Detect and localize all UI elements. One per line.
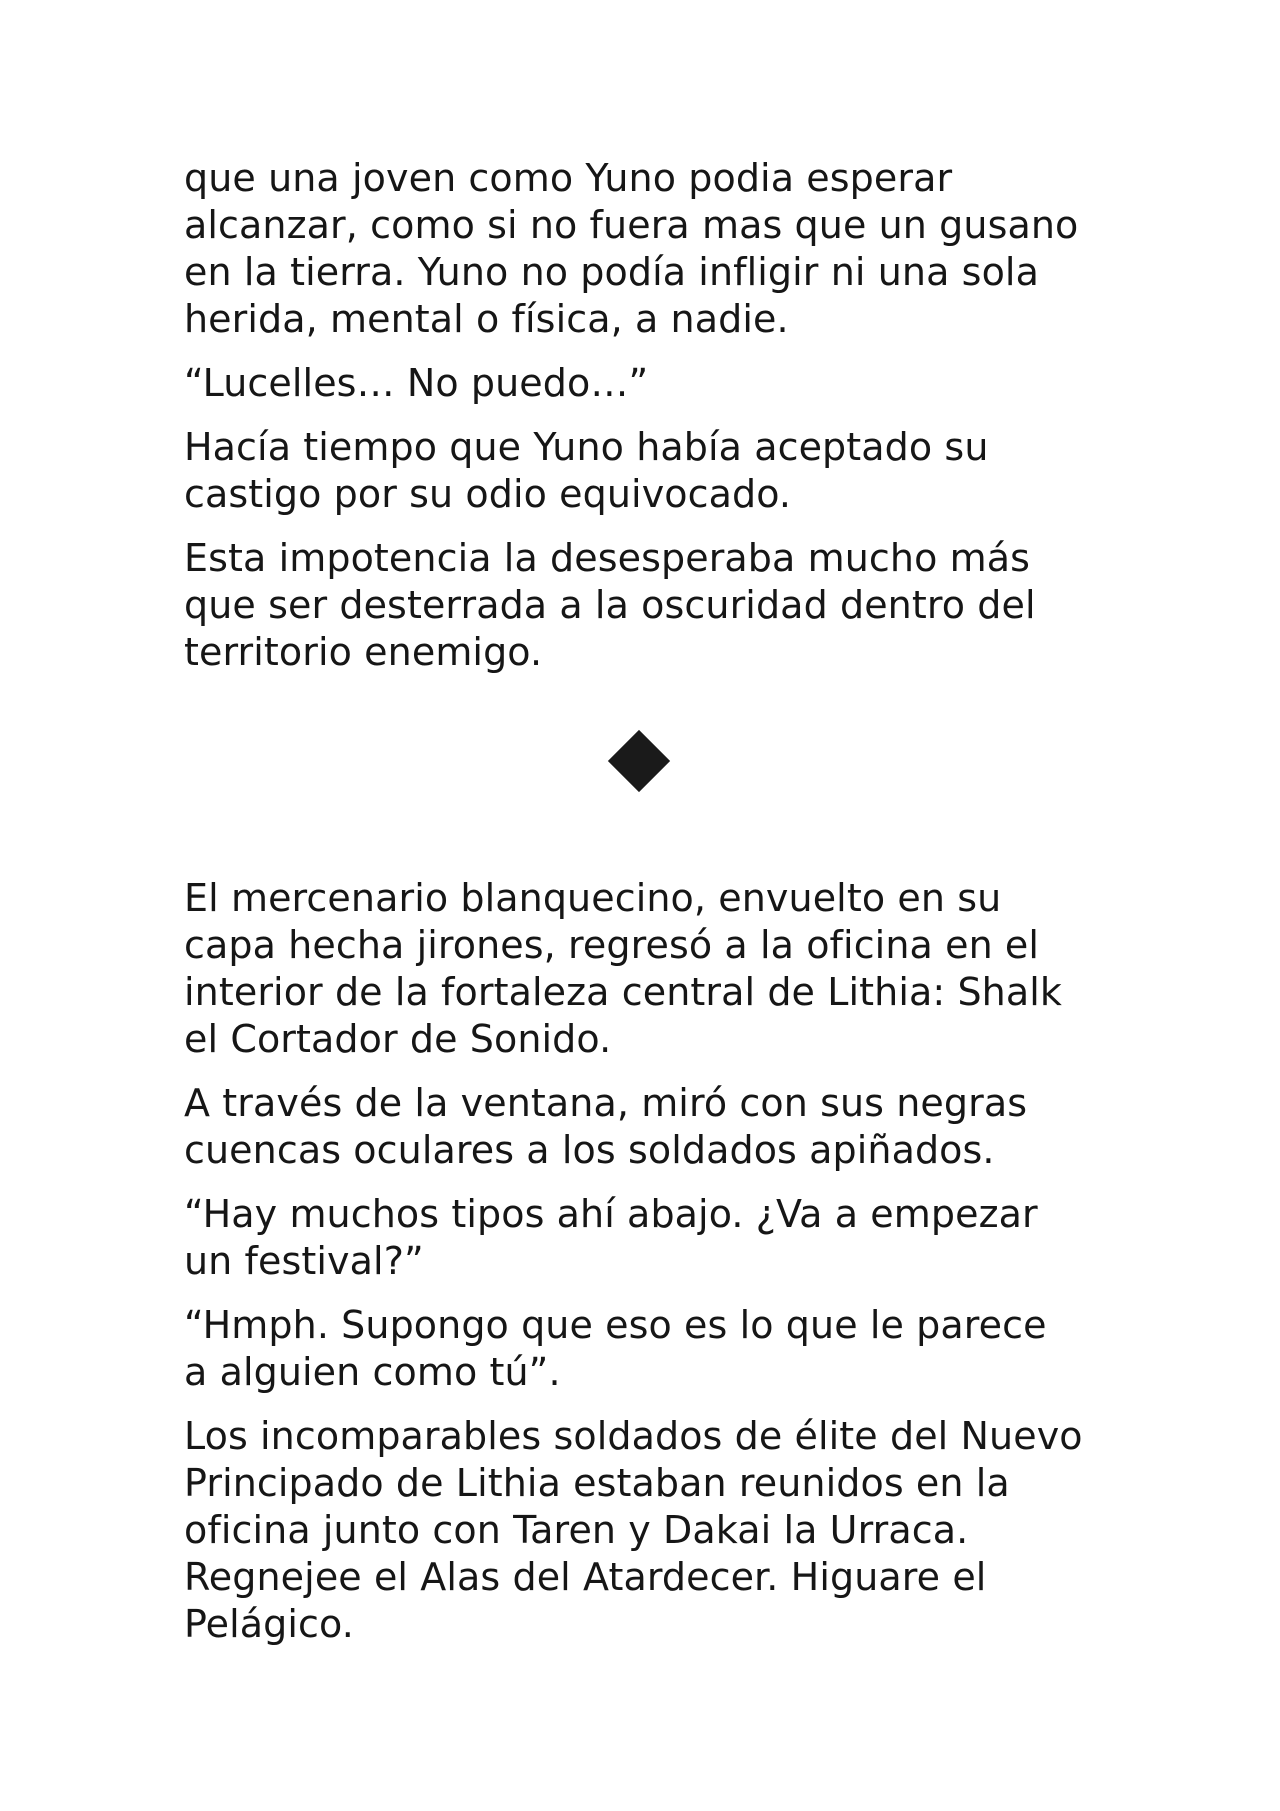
paragraph: “Hay muchos tipos ahí abajo. ¿Va a empezar un festival?” [184,1192,1038,1283]
text-section-two [184,875,1114,1665]
paragraph: El mercenario blanquecino, envuelto en su capa hecha jirones, regresó a la oficina en el interior de la fortaleza central de Lithia: Shalk el Cortador de Sonido. [184,876,1063,1061]
paragraph: “Hmph. Supongo que eso es lo que le parece a alguien como tú”. [184,1303,1047,1394]
paragraph: “Lucelles… No puedo…” [184,361,649,405]
paragraph: Esta impotencia la desesperaba mucho más que ser desterrada a la oscuridad dentro del territorio enemigo. [184,536,1036,674]
paragraph: Los incomparables soldados de élite del Nuevo Principado de Lithia estaban reunidos en la oficina junto con Taren y Dakai la Urraca. Regnejee el Alas del Atardecer. Higuare el Pelágico. [184,1414,1083,1646]
paragraph: Hacía tiempo que Yuno había aceptado su castigo por su odio equivocado. [184,425,989,516]
paragraph: A través de la ventana, miró con sus negras cuencas oculares a los soldados apiñados. [184,1081,1028,1172]
diamond-icon [608,730,670,792]
paragraph: que una joven como Yuno podia esperar alcanzar, como si no fuera mas que un gusano en la tierra. Yuno no podía infligir ni una sola herida, mental o física, a nadie. [184,156,1079,341]
text-section-one [184,155,1114,693]
